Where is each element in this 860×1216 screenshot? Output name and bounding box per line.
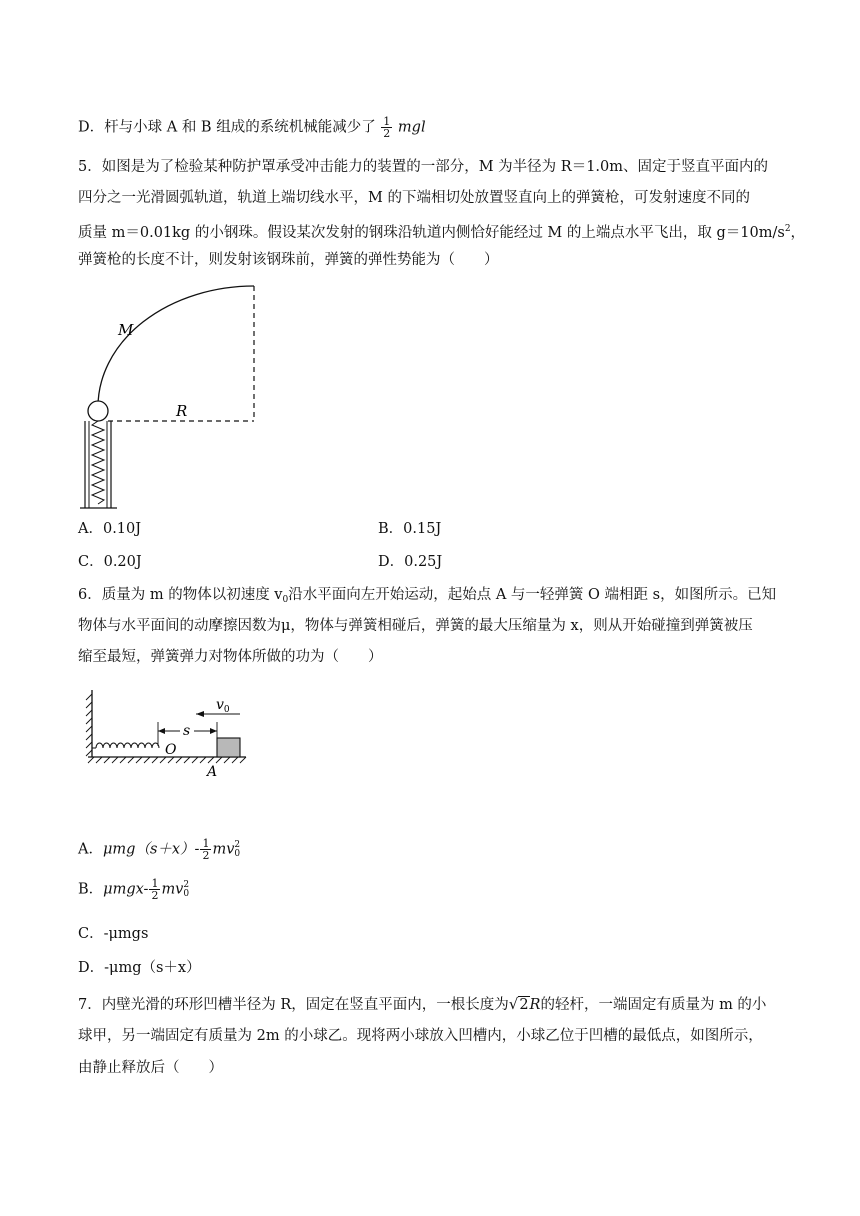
- q6-option-b-supsub: [183, 881, 189, 899]
- q4-option-d-text: D．杆与小球 A 和 B 组成的系统机械能减少了: [78, 119, 376, 136]
- q7-line-1-r: R: [529, 997, 541, 1013]
- q6-option-d[interactable]: D．-μmg（s＋x）: [78, 960, 201, 976]
- q7-line-1-text: 7．内壁光滑的环形凹槽半径为 R，固定在竖直平面内，一根长度为: [78, 997, 509, 1013]
- q5-line-4: 弹簧枪的长度不计，则发射该钢珠前，弹簧的弹性势能为（ ）: [78, 252, 499, 268]
- q5-figure: [70, 280, 270, 515]
- q5-line-2: 四分之一光滑圆弧轨道，轨道上端切线水平，M 的下端相切处放置竖直向上的弹簧枪，可发射速度不同的: [78, 190, 750, 206]
- q5-line-3-sup: 2: [784, 224, 791, 234]
- q6-option-b[interactable]: [78, 878, 189, 901]
- q5-label-r: R: [176, 402, 188, 420]
- q6-line-2: 物体与水平面间的动摩擦因数为μ，物体与弹簧相碰后，弹簧的最大压缩量为 x，则从开始碰撞到弹簧被压: [78, 618, 753, 634]
- q5-option-b[interactable]: B．0.15J: [378, 521, 442, 537]
- q6-option-c[interactable]: C．-μmgs: [78, 926, 149, 942]
- q6-option-b-mv: mv: [161, 881, 184, 898]
- q7-sqrt-radicand: 2: [519, 997, 529, 1013]
- subscript: 0: [234, 848, 241, 859]
- q7-line-1: [78, 994, 766, 1015]
- q5-option-a[interactable]: A．0.10J: [78, 521, 142, 537]
- q6-option-a[interactable]: [78, 838, 240, 861]
- q7-line-2: 球甲，另一端固定有质量为 2m 的小球乙。现将两小球放入凹槽内，小球乙位于凹槽的最低点，如图所示，: [78, 1028, 763, 1044]
- q5-arc-track: [98, 286, 254, 408]
- fraction-numerator: 1: [202, 837, 210, 850]
- q6-block: [217, 738, 240, 757]
- q6-s-arrowhead-right: [210, 728, 217, 734]
- q7-line-3: 由静止释放后（ ）: [78, 1060, 223, 1076]
- q5-label-m: M: [118, 321, 134, 339]
- q6-option-b-body: μmgx-: [103, 881, 149, 898]
- q5-spring: [92, 421, 104, 504]
- q6-label-a: A: [207, 764, 218, 780]
- q6-wall-hatch: [86, 694, 92, 756]
- q4-option-d-suffix: mgl: [397, 119, 426, 136]
- q6-figure: [80, 690, 260, 780]
- superscript: 2: [183, 879, 190, 890]
- q6-option-a-label: A．: [78, 841, 103, 858]
- q4-option-d-fraction: [381, 116, 392, 139]
- q6-spring: [92, 743, 159, 748]
- fraction-numerator: 1: [383, 115, 391, 128]
- q6-option-a-supsub: [234, 841, 240, 859]
- q5-option-d[interactable]: D．0.25J: [378, 554, 443, 570]
- fraction-denominator: 2: [151, 889, 159, 902]
- q5-line-3-text: 质量 m＝0.01kg 的小钢珠。假设某次发射的钢珠沿轨道内侧恰好能经过 M 的上端点水平飞出，取 g＝10m/s: [78, 225, 785, 241]
- q7-line-1-rest: 的轻杆，一端固定有质量为 m 的小: [540, 997, 767, 1013]
- q6-option-b-fraction: [149, 878, 160, 901]
- fraction-numerator: 1: [151, 877, 159, 890]
- q6-line-1-rest: 沿水平面向左开始运动，起始点 A 与一轻弹簧 O 端相距 s，如图所示。已知: [288, 587, 777, 603]
- fraction-denominator: 2: [383, 127, 391, 140]
- sqrt-icon: √: [508, 995, 519, 1013]
- q5-line-3: [78, 219, 805, 243]
- q6-s-arrowhead-left: [158, 728, 165, 734]
- subscript: 0: [183, 888, 190, 899]
- q6-label-v0: $v_0$: [216, 697, 230, 715]
- q6-line-1: [78, 585, 776, 610]
- q4-option-d: [78, 116, 426, 139]
- q6-line-1-text: 6．质量为 m 的物体以初速度 v: [78, 587, 283, 603]
- q6-option-a-mv: mv: [212, 841, 235, 858]
- q5-line-3-end: ，: [790, 225, 806, 241]
- q5-steel-ball: [88, 401, 108, 421]
- q6-v0-arrowhead: [196, 711, 204, 717]
- q6-label-s: s: [183, 723, 191, 739]
- q6-option-a-body: μmg（s＋x）-: [102, 841, 200, 858]
- q6-line-3: 缩至最短，弹簧弹力对物体所做的功为（ ）: [78, 649, 383, 665]
- superscript: 2: [234, 839, 241, 850]
- q6-label-o: O: [165, 742, 177, 758]
- fraction-denominator: 2: [202, 849, 210, 862]
- q6-option-b-label: B．: [78, 881, 104, 898]
- q5-option-c[interactable]: C．0.20J: [78, 554, 142, 570]
- q6-option-a-fraction: [200, 838, 211, 861]
- q5-line-1: 5．如图是为了检验某种防护罩承受冲击能力的装置的一部分，M 为半径为 R＝1.0m、固定于竖直平面内的: [78, 159, 769, 175]
- q6-line-1-sub: 0: [282, 595, 289, 605]
